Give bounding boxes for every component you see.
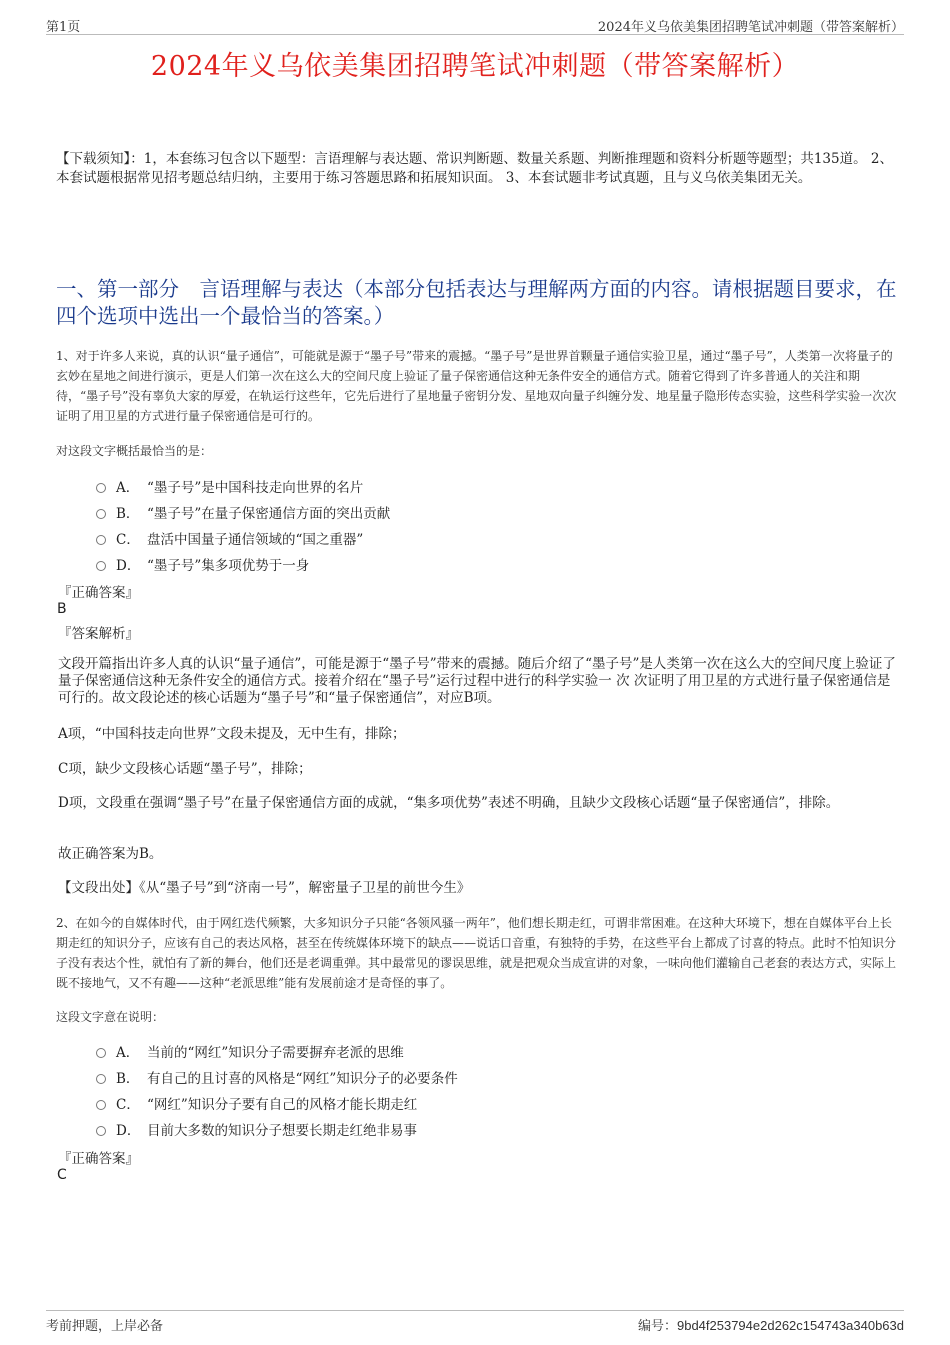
analysis-paragraph: 文段开篇指出许多人真的认识“量子通信”，可能是源于“墨子号”带来的震撼。随后介绍了“墨子号”是人类第一次在这么大的空间尺度上验证了量子保密通信这种无条件安全的通信方式。接着介绍在“墨子号”运行过程中进行的科学实验一 次 次证明了用卫星的方式进行量子保密通信是可行的。故文段论述的核心话题为“墨子号”和“量子保密通信”，对应B项。 xyxy=(58,656,896,706)
footer-slogan: 考前押题，上岸必备 xyxy=(46,1319,164,1334)
question-2-stem: 2、在如今的自媒体时代，由于网红迭代频繁，大多知识分子只能“各领风骚一两年”，他们想长期走红，可谓非常困难。在这种大环境下，想在自媒体平台上长期走红的知识分子，应该有自己的表达风格，甚至在传统媒体环境下的缺点——说话口音重，有独特的手势，在这些平台上都成了讨喜的特点。此时不怕知识分子没有表达个性，就怕有了新的舞台，他们还是老调重弹。其中最常见的谬误思维，就是把观众当成宣讲的对象，一味向他们灌输自己老套的表达方式，实际上既不接地气，又不有趣——这种“老派思维”能有发展前途才是奇怪的事了。 xyxy=(56,916,897,990)
footer-code: 编号：9bd4f253794e2d262c154743a340b63d xyxy=(637,1318,904,1334)
option-d[interactable]: D． 目前大多数的知识分子想要长期走红绝非易事 xyxy=(96,1116,458,1142)
analysis-paragraph: C项，缺少文段核心话题“墨子号”，排除； xyxy=(58,761,312,777)
radio-icon[interactable] xyxy=(96,561,106,571)
radio-icon[interactable] xyxy=(96,1048,106,1058)
radio-icon[interactable] xyxy=(96,483,106,493)
source-citation: 【文段出处】《从“墨子号”到“济南一号”，解密量子卫星的前世今生》 xyxy=(58,880,471,896)
header-doc-title: 2024年义乌依美集团招聘笔试冲刺题（带答案解析） xyxy=(597,20,904,35)
option-a[interactable]: A． “墨子号”是中国科技走向世界的名片 xyxy=(96,473,390,499)
answer-label: 『正确答案』 xyxy=(58,585,139,601)
answer-value: C xyxy=(57,1167,67,1183)
question-2-options xyxy=(96,1038,458,1142)
document-title: 2024年义乌依美集团招聘笔试冲刺题（带答案解析） xyxy=(150,51,800,82)
radio-icon[interactable] xyxy=(96,509,106,519)
option-b[interactable]: B． 有自己的且讨喜的风格是“网红”知识分子的必要条件 xyxy=(96,1064,458,1090)
section-heading: 一、第一部分 言语理解与表达（本部分包括表达与理解两方面的内容。请根据题目要求，在四个选项中选出一个最恰当的答案。） xyxy=(56,277,897,328)
radio-icon[interactable] xyxy=(96,1074,106,1084)
radio-icon[interactable] xyxy=(96,1126,106,1136)
radio-icon[interactable] xyxy=(96,535,106,545)
analysis-paragraph: D项，文段重在强调“墨子号”在量子保密通信方面的成就，“集多项优势”表述不明确，且缺少文段核心话题“量子保密通信”，排除。 xyxy=(58,795,840,811)
question-1-stem: 1、对于许多人来说，真的认识“量子通信”，可能就是源于“墨子号”带来的震撼。“墨子号”是世界首颗量子通信实验卫星，通过“墨子号”，人类第一次将量子的玄妙在星地之间进行演示，更是人们第一次在这么大的空间尺度上验证了量子保密通信这种无条件安全的通信方式。随着它得到了许多普通人的关注和期待，“墨子号”没有辜负大家的厚爱，在轨运行这些年，它先后进行了星地量子密钥分发、星地双向量子纠缠分发、地星量子隐形传态实验，这些科学实验一次次证明了用卫星的方式进行量子保密通信是可行的。 xyxy=(56,349,897,423)
radio-icon[interactable] xyxy=(96,1100,106,1110)
analysis-paragraph: 故正确答案为B。 xyxy=(58,846,163,862)
question-1-prompt: 对这段文字概括最恰当的是： xyxy=(56,444,213,458)
option-d[interactable]: D． “墨子号”集多项优势于一身 xyxy=(96,551,390,577)
question-2-prompt: 这段文字意在说明： xyxy=(56,1010,165,1024)
option-c[interactable]: C． 盘活中国量子通信领域的“国之重器” xyxy=(96,525,390,551)
option-b[interactable]: B． “墨子号”在量子保密通信方面的突出贡献 xyxy=(96,499,390,525)
analysis-paragraph: A项，“中国科技走向世界”文段未提及，无中生有，排除； xyxy=(58,726,406,742)
page-footer xyxy=(46,1310,904,1334)
page-header xyxy=(46,14,904,35)
answer-value: B xyxy=(57,601,67,617)
download-notice: 【下载须知】：1，本套练习包含以下题型：言语理解与表达题、常识判断题、数量关系题、判断推理题和资料分析题等题型；共135道。 2、本套试题根据常见招考题总结归纳，主要用于练习答题思路和拓展知识面。 3、本套试题非考试真题，且与义乌依美集团无关。 xyxy=(56,151,893,186)
option-c[interactable]: C． “网红”知识分子要有自己的风格才能长期走红 xyxy=(96,1090,458,1116)
analysis-label: 『答案解析』 xyxy=(58,626,139,642)
page-number: 第1页 xyxy=(46,20,81,35)
answer-label: 『正确答案』 xyxy=(58,1151,139,1167)
option-a[interactable]: A． 当前的“网红”知识分子需要摒弃老派的思维 xyxy=(96,1038,458,1064)
question-1-options xyxy=(96,473,390,577)
